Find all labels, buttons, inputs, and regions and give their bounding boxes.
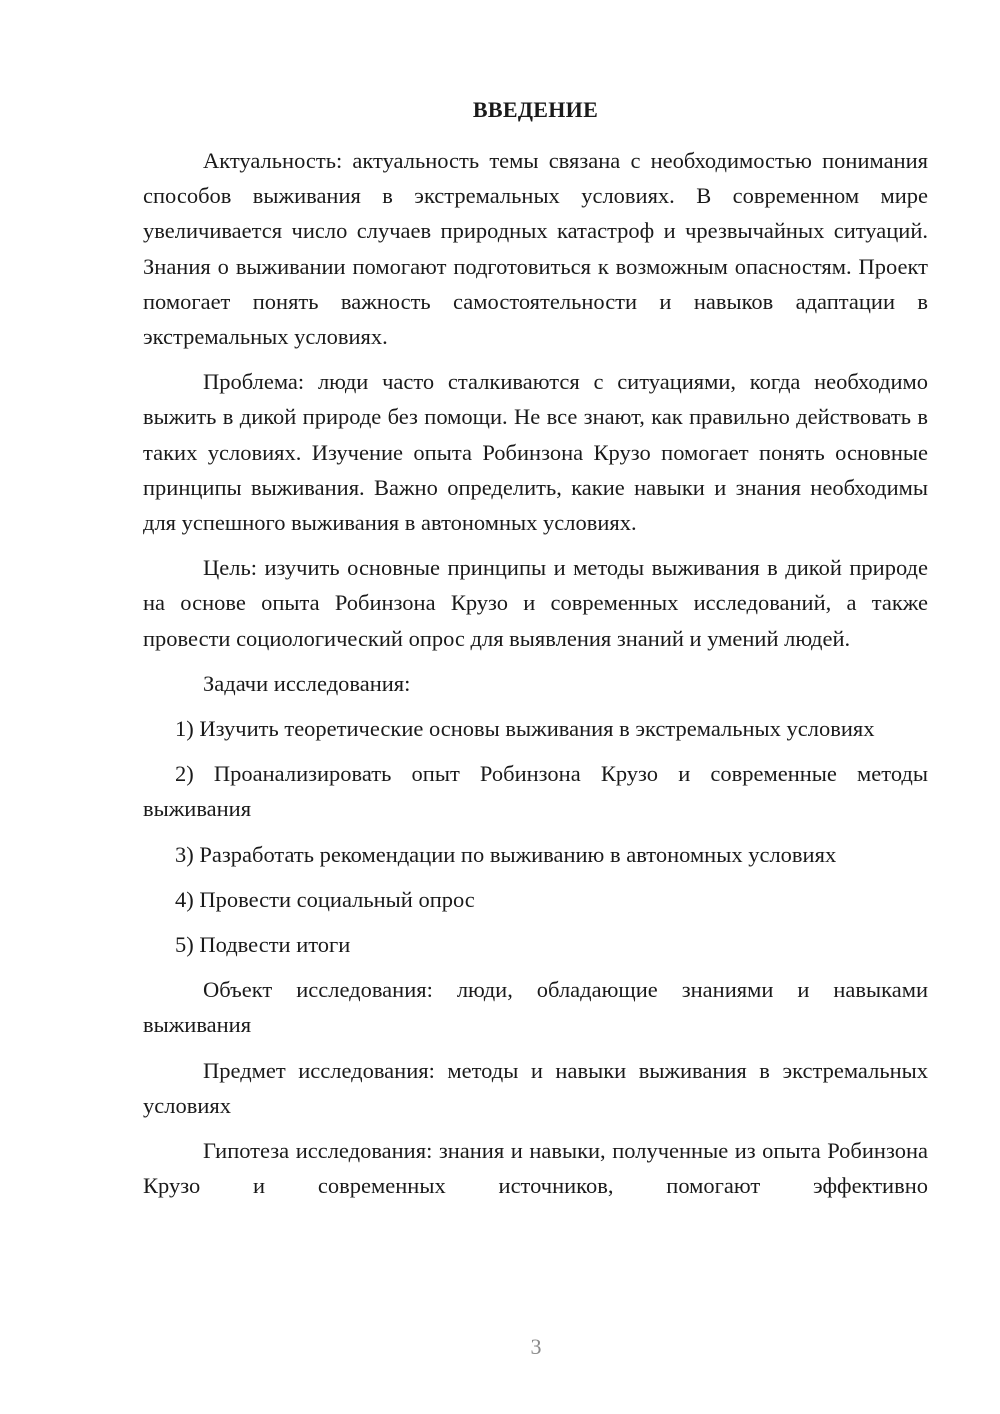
object-paragraph: Объект исследования: люди, обладающие знаниями и навыками выживания xyxy=(143,977,928,1038)
task-item-5: 5) Подвести итоги xyxy=(175,932,351,958)
relevance-paragraph: Актуальность: актуальность темы связана с необходимостью понимания способов выживания в экстремальных условиях. В современном мире увеличивается число случаев природных катастроф и чрезвычайных ситуаций. Знания о выживании помогают подготовиться к возможным опасностям. Проект помогает понять важность самостоятельности и навыков адаптации в экстремальных условиях. xyxy=(143,148,928,350)
task-item-3: 3) Разработать рекомендации по выживанию в автономных условиях xyxy=(175,841,837,867)
subject-paragraph: Предмет исследования: методы и навыки выживания в экстремальных условиях xyxy=(143,1057,928,1118)
task-item-2: 2) Проанализировать опыт Робинзона Крузо и современные методы выживания xyxy=(143,761,928,822)
task-item-1: 1) Изучить теоретические основы выживания в экстремальных условиях xyxy=(175,716,875,742)
document-page xyxy=(143,95,928,1213)
goal-paragraph: Цель: изучить основные принципы и методы выживания в дикой природе на основе опыта Робинзона Крузо и современных исследований, а также провести социологический опрос для выявления знаний и умений людей. xyxy=(143,555,928,651)
tasks-heading: Задачи исследования: xyxy=(203,670,411,696)
page-title: ВВЕДЕНИЕ xyxy=(472,97,599,122)
hypothesis-paragraph: Гипотеза исследования: знания и навыки, полученные из опыта Робинзона Крузо и современных источников, помогают эффективно xyxy=(143,1138,928,1199)
page-number: 3 xyxy=(530,1334,542,1359)
problem-paragraph: Проблема: люди часто сталкиваются с ситуациями, когда необходимо выжить в дикой природе без помощи. Не все знают, как правильно действовать в таких условиях. Изучение опыта Робинзона Крузо помогает понять основные принципы выживания. Важно определить, какие навыки и знания необходимы для успешного выживания в автономных условиях. xyxy=(143,369,928,536)
task-item-4: 4) Провести социальный опрос xyxy=(175,886,475,912)
